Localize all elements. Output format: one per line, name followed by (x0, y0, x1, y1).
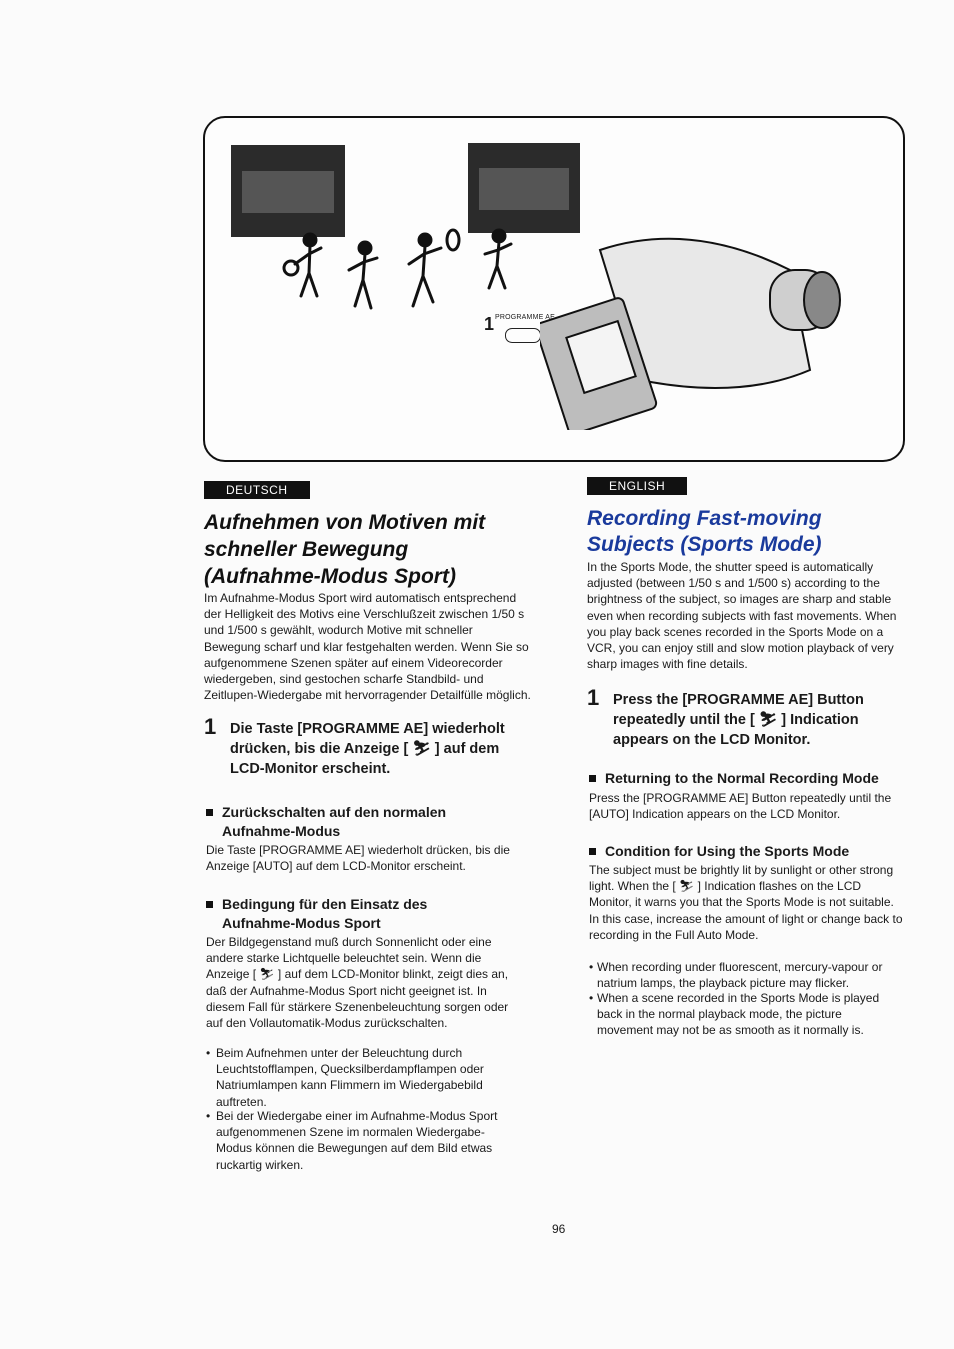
title-line: Aufnehmen von Motiven mit (204, 511, 486, 534)
intro-paragraph-english: In the Sports Mode, the shutter speed is automatically adjusted (between 1/50 s and 1/500 s) according to the brightness of the subject, so images are sharp and stable even when recording subjects with fast movements. When you play back scenes recorded in the Sports Mode on a VCR, you can enjoy still and slow motion playback of very sharp images with fine details. (587, 560, 897, 672)
square-bullet-icon (589, 848, 596, 855)
language-tag-deutsch: DEUTSCH (204, 481, 310, 499)
illustration-frame (203, 116, 905, 462)
page-number: 96 (552, 1222, 566, 1236)
step-number: 1 (587, 685, 600, 710)
condition-text-english: The subject must be brightly lit by sunlight or other strong light. When the [ ⛷ ] Indication flashes on the LCD Monitor, it warns you that the Sports Mode is not suitable. In this case, increase the amount of light or change back to recording in the Full Auto Mode. (589, 863, 903, 942)
condition-text-deutsch: Der Bildgegenstand muß durch Sonnenlicht oder eine andere starke Lichtquelle beleuchtet sein. Wenn die Anzeige [ ⛷ ] auf dem LCD-Monitor blinkt, zeigt dies an, daß der Aufnahme-Modus Sport nicht geeignet ist. In diesem Fall für stärkere Szenenbeleuchtung sorgen oder auf den Vollautomatik-Modus zurückschalten. (206, 935, 509, 1031)
tennis-player-sequence-image (265, 218, 525, 318)
note-bullet-english-1: • When recording under fluorescent, mercury-vapour or natrium lamps, the playback picture may flicker. (589, 960, 883, 991)
return-text-english: Press the [PROGRAMME AE] Button repeatedly until the [AUTO] Indication appears on the LCD Monitor. (589, 791, 892, 822)
subheading-return-english: Returning to the Normal Recording Mode (589, 769, 919, 789)
page-title-english (587, 506, 907, 558)
step-1-deutsch (204, 714, 534, 781)
step-text: Press the [PROGRAMME AE] Button repeatedly until the [ ⛷ ] Indication appears on the LCD Monitor. (613, 692, 864, 748)
figure-button-label: PROGRAMME AE (495, 314, 555, 321)
step-number: 1 (204, 714, 217, 739)
step-1-english (587, 685, 917, 752)
subheading-condition-deutsch: Bedingung für den Einsatz des Aufnahme-Modus Sport (206, 895, 506, 935)
intro-paragraph-deutsch: Im Aufnahme-Modus Sport wird automatisch entsprechend der Helligkeit des Motivs eine Verschlußzeit zwischen 1/50 s und 1/500 s gewählt, wodurch Motive mit schneller Bewegung scharf und klar festgehalten werden. Wenn Sie so aufgenommene Szenen später auf einem Videorecorder wiedergeben, sind gestochen scharfe Standbild- und Zeitlupen-Wiedergabe mit hervorragender Detailfülle möglich. (204, 591, 531, 703)
page-title-deutsch (204, 509, 524, 590)
language-tag-english: ENGLISH (587, 477, 687, 495)
note-bullet-deutsch-1: • Beim Aufnehmen unter der Beleuchtung durch Leuchtstofflampen, Quecksilberdampflampen oder Natriumlampen kann Flimmern im Wiedergabebild auftreten. (206, 1046, 484, 1109)
square-bullet-icon (589, 775, 596, 782)
subheading-condition-english: Condition for Using the Sports Mode (589, 842, 919, 862)
title-line: Recording Fast-moving (587, 507, 822, 530)
title-line: schneller Bewegung (204, 538, 409, 561)
camcorder-image (540, 230, 850, 430)
title-line: Subjects (Sports Mode) (587, 533, 822, 556)
square-bullet-icon (206, 809, 213, 816)
figure-step-number: 1 (484, 314, 495, 334)
step-text: Die Taste [PROGRAMME AE] wiederholt drücken, bis die Anzeige [ ⛷ ] auf dem LCD-Monitor erscheint. (230, 721, 505, 777)
note-bullet-deutsch-2: • Bei der Wiedergabe einer im Aufnahme-Modus Sport aufgenommenen Szene im normalen Wiedergabe-Modus können die Bewegungen auf dem Bild etwas ruckartig wirken. (206, 1109, 498, 1172)
note-bullet-english-2: • When a scene recorded in the Sports Mode is played back in the normal playback mode, the picture movement may not be as smooth as it normally is. (589, 991, 880, 1038)
subheading-return-deutsch: Zurückschalten auf den normalen Aufnahme-Modus (206, 803, 506, 843)
title-line: (Aufnahme-Modus Sport) (204, 565, 456, 588)
return-text-deutsch: Die Taste [PROGRAMME AE] wiederholt drücken, bis die Anzeige [AUTO] auf dem LCD-Monitor erscheint. (206, 843, 510, 874)
square-bullet-icon (206, 901, 213, 908)
programme-ae-button-icon (505, 328, 541, 343)
